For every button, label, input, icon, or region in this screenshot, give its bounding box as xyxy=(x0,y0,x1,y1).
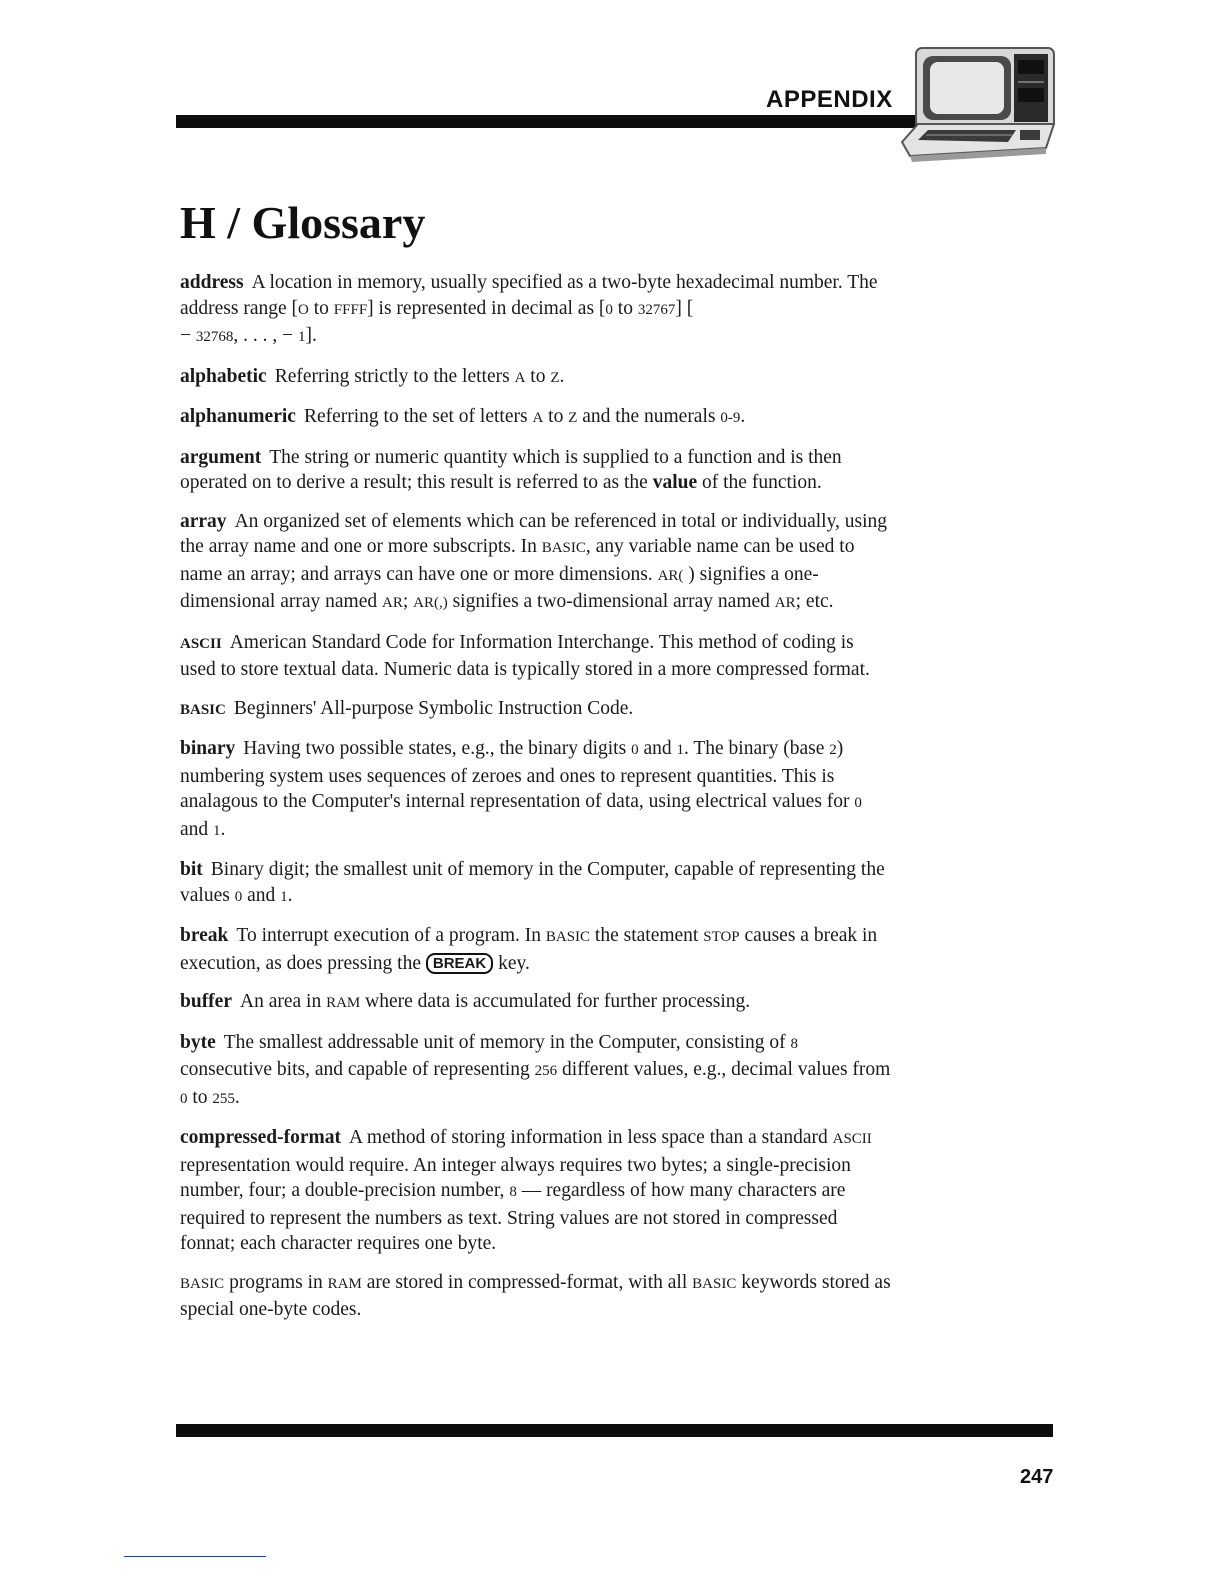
definition-text: Referring to the set of letters xyxy=(303,406,533,427)
definition-text: RAM xyxy=(327,1275,362,1292)
definition-text: 0 xyxy=(854,795,862,811)
definition-text: . The binary (base xyxy=(683,738,830,759)
break-key-cap: BREAK xyxy=(426,953,493,974)
header-rule xyxy=(176,115,916,128)
definition-text: ]. xyxy=(305,325,317,346)
definition-text: AR xyxy=(381,595,403,611)
definition-text: ) signifies a one-dimensional array named xyxy=(180,563,819,612)
definition-text: signifies a two-dimensional array named xyxy=(447,591,775,612)
definition-text: AR(,) xyxy=(413,595,448,611)
term-ascii: ASCII xyxy=(180,635,222,652)
definition-text: to xyxy=(308,297,334,319)
page-number: 247 xyxy=(1020,1466,1054,1488)
definition-text: . xyxy=(234,1086,240,1108)
glossary-entry-bit xyxy=(180,857,892,910)
definition-text: 0 xyxy=(631,742,639,758)
definition-text: A method of storing information in less space than a standard xyxy=(349,1127,833,1148)
definition-text: AR( xyxy=(657,567,684,584)
definition-text: key. xyxy=(493,952,530,974)
definition-text: Z xyxy=(568,410,578,426)
footnote-divider xyxy=(124,1556,266,1557)
definition-text: different values, e.g., decimal values from xyxy=(557,1059,891,1080)
definition-text: and xyxy=(242,884,281,906)
definition-text: 1 xyxy=(213,822,221,839)
definition-text: ; etc. xyxy=(795,591,834,612)
definition-text: to xyxy=(612,297,638,319)
definition-text: O xyxy=(298,301,309,318)
term-buffer: buffer xyxy=(180,991,232,1012)
term-compressed-format: compressed-format xyxy=(180,1127,342,1148)
definition-text: to xyxy=(187,1086,213,1108)
definition-text: Having two possible states, e.g., the binary digits xyxy=(243,738,632,759)
glossary-entry-alphabetic xyxy=(180,364,892,392)
definition-text: . xyxy=(559,365,565,387)
definition-text: Binary digit; the smallest unit of memory in the Computer, capable of representing the values xyxy=(180,859,885,906)
definition-text: programs in xyxy=(224,1271,328,1293)
definition-text: A location in memory, usually specified as a two-byte hexadecimal number. The address range [ xyxy=(180,272,878,319)
definition-text: ASCII xyxy=(832,1131,872,1147)
definition-text: and the numerals xyxy=(577,406,721,427)
glossary-entry-binary xyxy=(180,736,892,844)
definition-text: . xyxy=(220,818,226,840)
definition-text: The string or numeric quantity which is supplied to a function and is then operated on to derive a result; this result is referred to as the xyxy=(180,446,842,493)
glossary-entry-address xyxy=(180,270,892,351)
definition-text: keywords stored as special one-byte codes. xyxy=(180,1271,891,1320)
footer-rule xyxy=(176,1424,1053,1437)
definition-text: ) numbering system uses sequences of zeroes and ones to represent quantities. This is analagous to the Computer's internal representation of data, using electrical values for xyxy=(180,738,855,812)
term-argument: argument xyxy=(180,446,262,468)
definition-text: ] is represented in decimal as [ xyxy=(367,297,606,319)
definition-emphasis: value xyxy=(652,472,698,493)
definition-text: — regardless of how many characters are required to represent the numbers as text. String values are not stored in compressed fonnat; each character requires one byte. xyxy=(180,1180,846,1254)
definition-text: BASIC xyxy=(180,1275,225,1292)
definition-text: representation would require. An integer always requires two bytes; a single-precision number, four; a double-precision number, xyxy=(180,1154,851,1201)
definition-text: 256 xyxy=(534,1063,558,1079)
definition-text: STOP xyxy=(703,929,740,945)
definition-text: 8 xyxy=(509,1184,517,1200)
definition-text: 1 xyxy=(298,329,306,345)
term-basic: BASIC xyxy=(180,701,226,718)
definition-text: 1 xyxy=(280,888,288,905)
appendix-label: APPENDIX xyxy=(766,86,893,113)
definition-text: to xyxy=(543,406,569,427)
glossary-entry-buffer xyxy=(180,989,892,1017)
definition-text: 0-9 xyxy=(720,410,741,426)
glossary-entry-array xyxy=(180,509,892,617)
definition-text: BASIC xyxy=(545,929,591,945)
term-alphanumeric: alphanumeric xyxy=(180,406,296,427)
definition-text: To interrupt execution of a program. In xyxy=(236,925,546,946)
term-break: break xyxy=(180,925,229,946)
definition-text: of the function. xyxy=(697,472,822,493)
glossary-entry-alphanumeric xyxy=(180,404,892,432)
glossary-entry-byte xyxy=(180,1030,892,1113)
term-alphabetic: alphabetic xyxy=(180,365,267,387)
definition-text: 0 xyxy=(605,301,613,318)
definition-text: Beginners' All-purpose Symbolic Instruction Code. xyxy=(233,697,634,719)
definition-text: . xyxy=(287,884,293,906)
glossary-list xyxy=(180,270,892,1336)
glossary-entry-basic xyxy=(180,696,892,724)
computer-terminal-icon xyxy=(896,44,1064,168)
glossary-entry-compressed-note xyxy=(180,1270,892,1323)
term-binary: binary xyxy=(180,738,236,759)
definition-text: 2 xyxy=(829,742,837,758)
glossary-entry-argument xyxy=(180,445,892,496)
definition-text: where data is accumulated for further processing. xyxy=(360,991,751,1012)
glossary-entry-break xyxy=(180,923,892,976)
definition-text: Z xyxy=(550,369,560,386)
definition-text: 0 xyxy=(234,888,243,905)
definition-text: 1 xyxy=(676,742,684,758)
definition-text: AR xyxy=(774,595,796,611)
definition-text: An area in xyxy=(240,991,327,1012)
definition-text: consecutive bits, and capable of representing xyxy=(180,1059,535,1080)
glossary-entry-compressed-format xyxy=(180,1125,892,1257)
definition-text: Referring strictly to the letters xyxy=(274,365,515,387)
definition-text: . xyxy=(740,406,746,427)
term-array: array xyxy=(180,510,227,532)
definition-text: to xyxy=(525,365,551,387)
definition-text: 0 xyxy=(180,1090,188,1107)
definition-text: A xyxy=(514,369,526,386)
definition-text: − xyxy=(180,325,196,346)
definition-text: American Standard Code for Information Interchange. This method of coding is used to store textual data. Numeric data is typically stored in a more compressed format. xyxy=(180,631,870,680)
definition-text: 255 xyxy=(212,1090,235,1107)
definition-text: 32767 xyxy=(637,301,676,318)
definition-text: , . . . , − xyxy=(233,325,298,346)
definition-text: An organized set of elements which can be referenced in total or individually, using the array name and one or more subscripts. In xyxy=(180,510,888,557)
definition-text: The smallest addressable unit of memory in the Computer, consisting of xyxy=(223,1031,791,1053)
term-address: address xyxy=(180,272,244,293)
definition-text: RAM xyxy=(326,995,361,1011)
page-title: H / Glossary xyxy=(180,197,426,248)
definition-text: FFFF xyxy=(333,301,368,318)
definition-text: causes a break in execution, as does pressing the xyxy=(180,925,878,974)
term-byte: byte xyxy=(180,1031,216,1053)
definition-text: are stored in compressed-format, with all xyxy=(361,1271,693,1293)
definition-text: ; xyxy=(402,591,414,612)
definition-text: 32768 xyxy=(195,329,234,345)
definition-text: BASIC xyxy=(692,1275,737,1292)
glossary-entry-ascii xyxy=(180,630,892,683)
definition-text: , any variable name can be used to name an array; and arrays can have one or more dimensions. xyxy=(180,536,855,585)
definition-text: and xyxy=(638,738,677,759)
term-bit: bit xyxy=(180,859,203,880)
definition-text: 8 xyxy=(790,1035,799,1052)
definition-text: BASIC xyxy=(541,540,586,556)
definition-text: A xyxy=(532,410,544,426)
definition-text: and xyxy=(180,818,214,840)
definition-text: the statement xyxy=(590,925,704,946)
definition-text: ] [ xyxy=(675,297,694,319)
